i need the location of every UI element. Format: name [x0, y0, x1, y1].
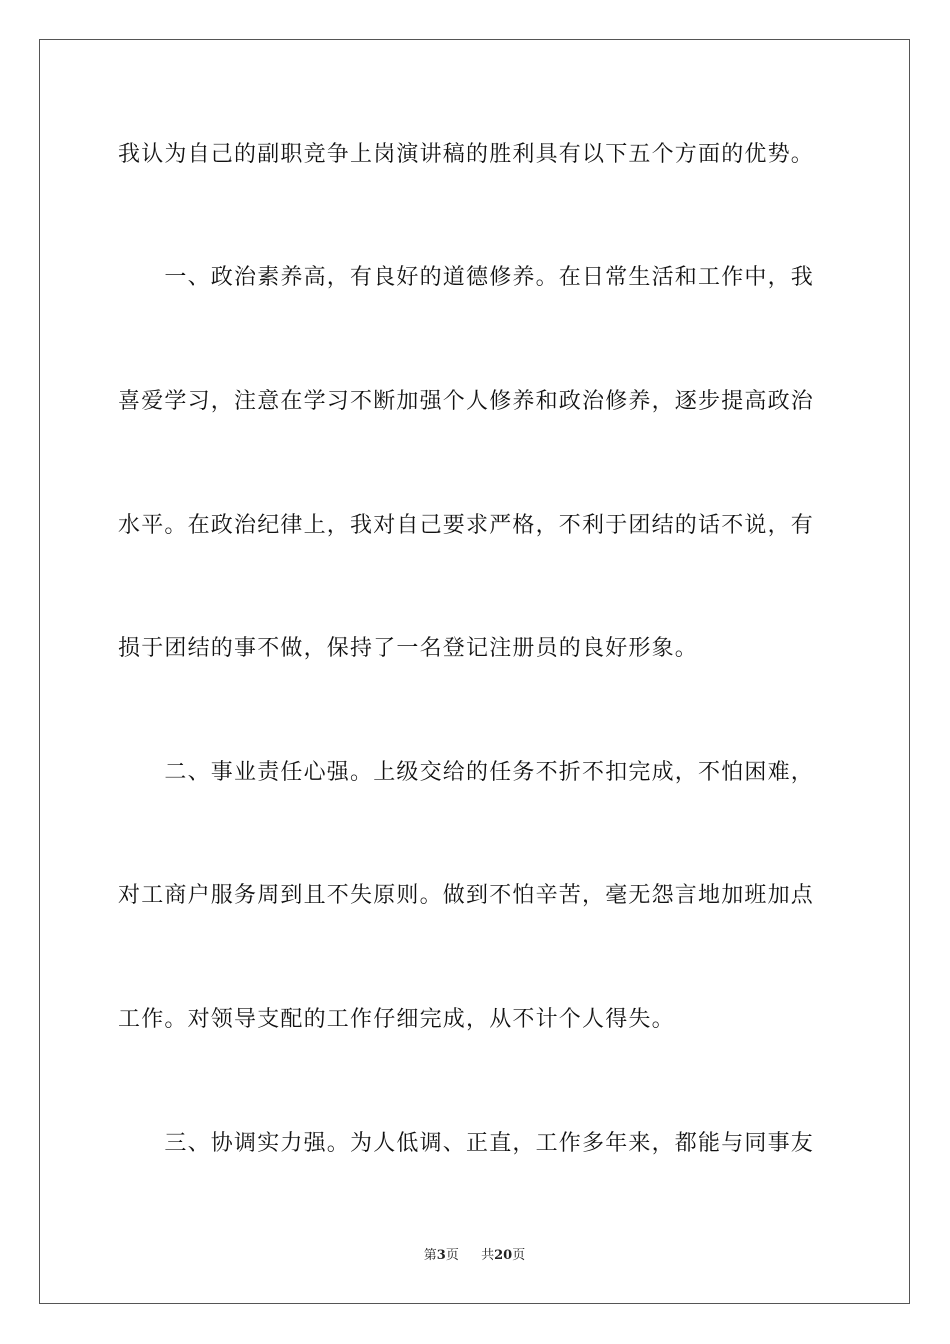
total-pages-label: 共20页 — [481, 1248, 526, 1263]
body-line-3: 喜爱学习，注意在学习不断加强个人修养和政治修养，逐步提高政治 — [118, 389, 815, 414]
page-number-label: 第3页 — [423, 1248, 459, 1263]
body-line-5: 损于团结的事不做，保持了一名登记注册员的良好形象。 — [118, 636, 699, 661]
total-page-number: 20 — [494, 1248, 513, 1263]
current-page-number: 3 — [436, 1248, 446, 1263]
document-page — [39, 39, 910, 1304]
body-line-1: 我认为自己的副职竞争上岗演讲稿的胜利具有以下五个方面的优势。 — [118, 142, 815, 167]
body-line-2: 一、政治素养高，有良好的道德修养。在日常生活和工作中，我 — [118, 265, 815, 290]
body-line-9: 三、协调实力强。为人低调、正直，工作多年来，都能与同事友 — [118, 1131, 815, 1156]
body-line-8: 工作。对领导支配的工作仔细完成，从不计个人得失。 — [118, 1007, 675, 1032]
page-footer — [40, 1247, 909, 1265]
body-line-6: 二、事业责任心强。上级交给的任务不折不扣完成，不怕困难， — [118, 760, 815, 785]
body-line-4: 水平。在政治纪律上，我对自己要求严格，不利于团结的话不说，有 — [118, 513, 815, 538]
body-line-7: 对工商户服务周到且不失原则。做到不怕辛苦，毫无怨言地加班加点 — [118, 883, 815, 908]
